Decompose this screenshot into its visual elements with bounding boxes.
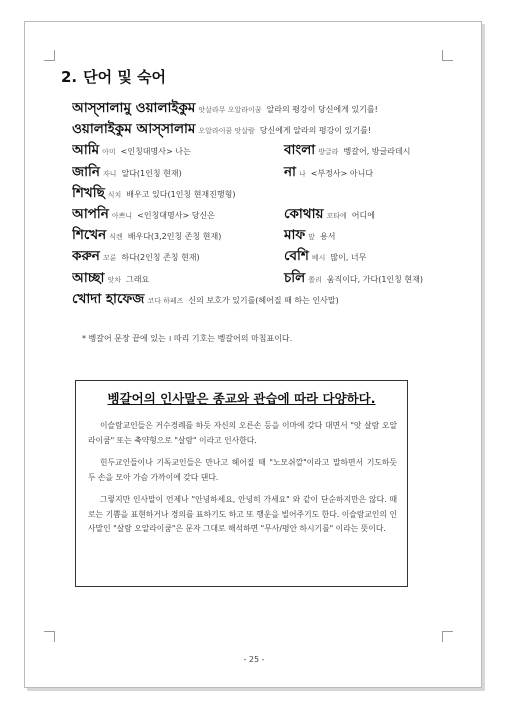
crop-mark-bottom-right (442, 631, 453, 642)
pronunciation: 꼬타에 (326, 211, 347, 220)
info-box-title: 벵갈어의 인사말은 종교와 관습에 따라 다양하다. (107, 391, 376, 406)
vocab-row (72, 140, 462, 161)
bengali-word: শিখেন (72, 227, 107, 244)
bengali-word: আপনি (72, 205, 109, 222)
bengali-word: আস্সালামু ওয়ালাইকুম (72, 100, 196, 116)
bengali-word: বাংলা (284, 142, 316, 159)
pronunciation: 앗차 (107, 275, 121, 284)
bengali-word: বেশি (284, 248, 309, 265)
bengali-word: শিখছি (72, 184, 105, 201)
meaning: 많이, 너무 (330, 253, 367, 263)
vocab-row (72, 289, 462, 310)
info-paragraph: 힌두교인들이나 기독교인들은 만나고 헤어질 때 "노모쉬깔"이라고 말하면서 기도하듯 두 손을 모아 가슴 가까이에 갖다 댄다. (88, 458, 397, 482)
info-paragraph: 그렇지만 인사말이 언제나 "안녕하세요, 안녕히 가세요" 와 같이 단순하지만은 않다. 때로는 기쁨을 표현하거나 경의를 표하기도 하고 또 행운을 빌어주기도 한다. 이슬람교인의 인사말인 "살람 오알라이쿰"은 문자 그대로 해석하면 "무사/평안 하시기를" 이라는 뜻이다. (88, 495, 397, 533)
bengali-word: না (284, 163, 296, 180)
section-number: 2. (61, 68, 78, 86)
info-box-body (88, 419, 397, 545)
pronunciation: 식치 (107, 190, 122, 199)
meaning: <인칭대명사> 당신은 (137, 210, 215, 220)
bengali-word: কোথায় (284, 205, 324, 222)
pronunciation: 아미 (102, 148, 116, 157)
pronunciation: 맢 (308, 233, 316, 242)
meaning: 그래요 (125, 274, 150, 284)
meaning: <인칭대명사> 나는 (120, 147, 191, 157)
bengali-word: আচ্ছা (72, 269, 105, 286)
footnote: * 벵갈어 문장 끝에 있는 । 따리 기호는 벵갈어의 마침표이다. (82, 334, 293, 343)
vocab-row (72, 119, 462, 140)
meaning: 신의 보호가 있기를(헤어질 때 하는 인사말) (188, 295, 339, 305)
meaning: 벵갈어, 방글라데시 (343, 147, 411, 157)
pronunciation: 꼬룬 (102, 254, 117, 263)
meaning: 움직이다, 가다(1인칭 현재) (326, 274, 423, 284)
pronunciation: 코다 하페즈 (147, 296, 184, 305)
meaning: 배우고 있다(1인칭 현재진행형) (126, 189, 236, 199)
page-number: - 25 - (243, 655, 265, 664)
crop-mark-top-left (44, 50, 55, 61)
crop-mark-top-right (442, 50, 453, 61)
vocab-list (72, 98, 462, 310)
bengali-word: আমি (72, 142, 100, 159)
section-title: 단어 및 숙어 (83, 68, 167, 86)
pronunciation: 오알라이꿈 앗살람 (198, 127, 255, 136)
meaning: 알다(1인칭 현재) (121, 168, 182, 178)
meaning: 용서 (320, 232, 336, 242)
crop-mark-bottom-left (44, 631, 55, 642)
info-box (75, 380, 408, 587)
meaning: <부정사> 아니다 (310, 168, 374, 178)
bengali-word: চলি (284, 269, 306, 286)
meaning: 당신에게 알라의 평강이 있기를! (259, 126, 372, 136)
meaning: 하다(2인칭 존칭 현재) (121, 253, 200, 263)
meaning: 어디에 (351, 210, 375, 220)
info-paragraph: 이슬람교인들은 거수경례를 하듯 자신의 오른손 등을 이마에 갖다 대면서 "앗 살람 오알라이쿰" 또는 축약형으로 "살람" 이라고 인사한다. (88, 421, 397, 445)
bengali-word: জানি (72, 163, 100, 180)
pronunciation: 식켄 (109, 233, 123, 242)
pronunciation: 아쁘니 (111, 211, 133, 220)
pronunciation: 나 (298, 169, 306, 178)
vocab-row (72, 162, 462, 183)
vocab-row (72, 204, 462, 225)
vocab-row (72, 98, 462, 119)
pronunciation: 방글라 (318, 148, 339, 157)
bengali-word: মাফ (284, 227, 306, 244)
bengali-word: খোদা হাফেজ (72, 290, 145, 307)
vocab-row (72, 225, 462, 246)
section-heading (61, 66, 166, 87)
vocab-row (72, 268, 462, 289)
vocab-row (72, 183, 462, 204)
meaning: 알라의 평강이 당신에게 있기를! (266, 105, 378, 114)
meaning: 배우다(3,2인칭 존칭 현재) (127, 232, 222, 242)
pronunciation: 자니 (102, 169, 117, 178)
pronunciation: 베시 (311, 254, 326, 263)
vocab-row (72, 246, 462, 267)
pronunciation: 앗살라무 오알라이꿈 (198, 106, 262, 114)
bengali-word: ওয়ালাইকুম আস্সালাম (72, 121, 196, 138)
bengali-word: করুন (72, 248, 100, 265)
pronunciation: 쫄리 (308, 275, 322, 284)
